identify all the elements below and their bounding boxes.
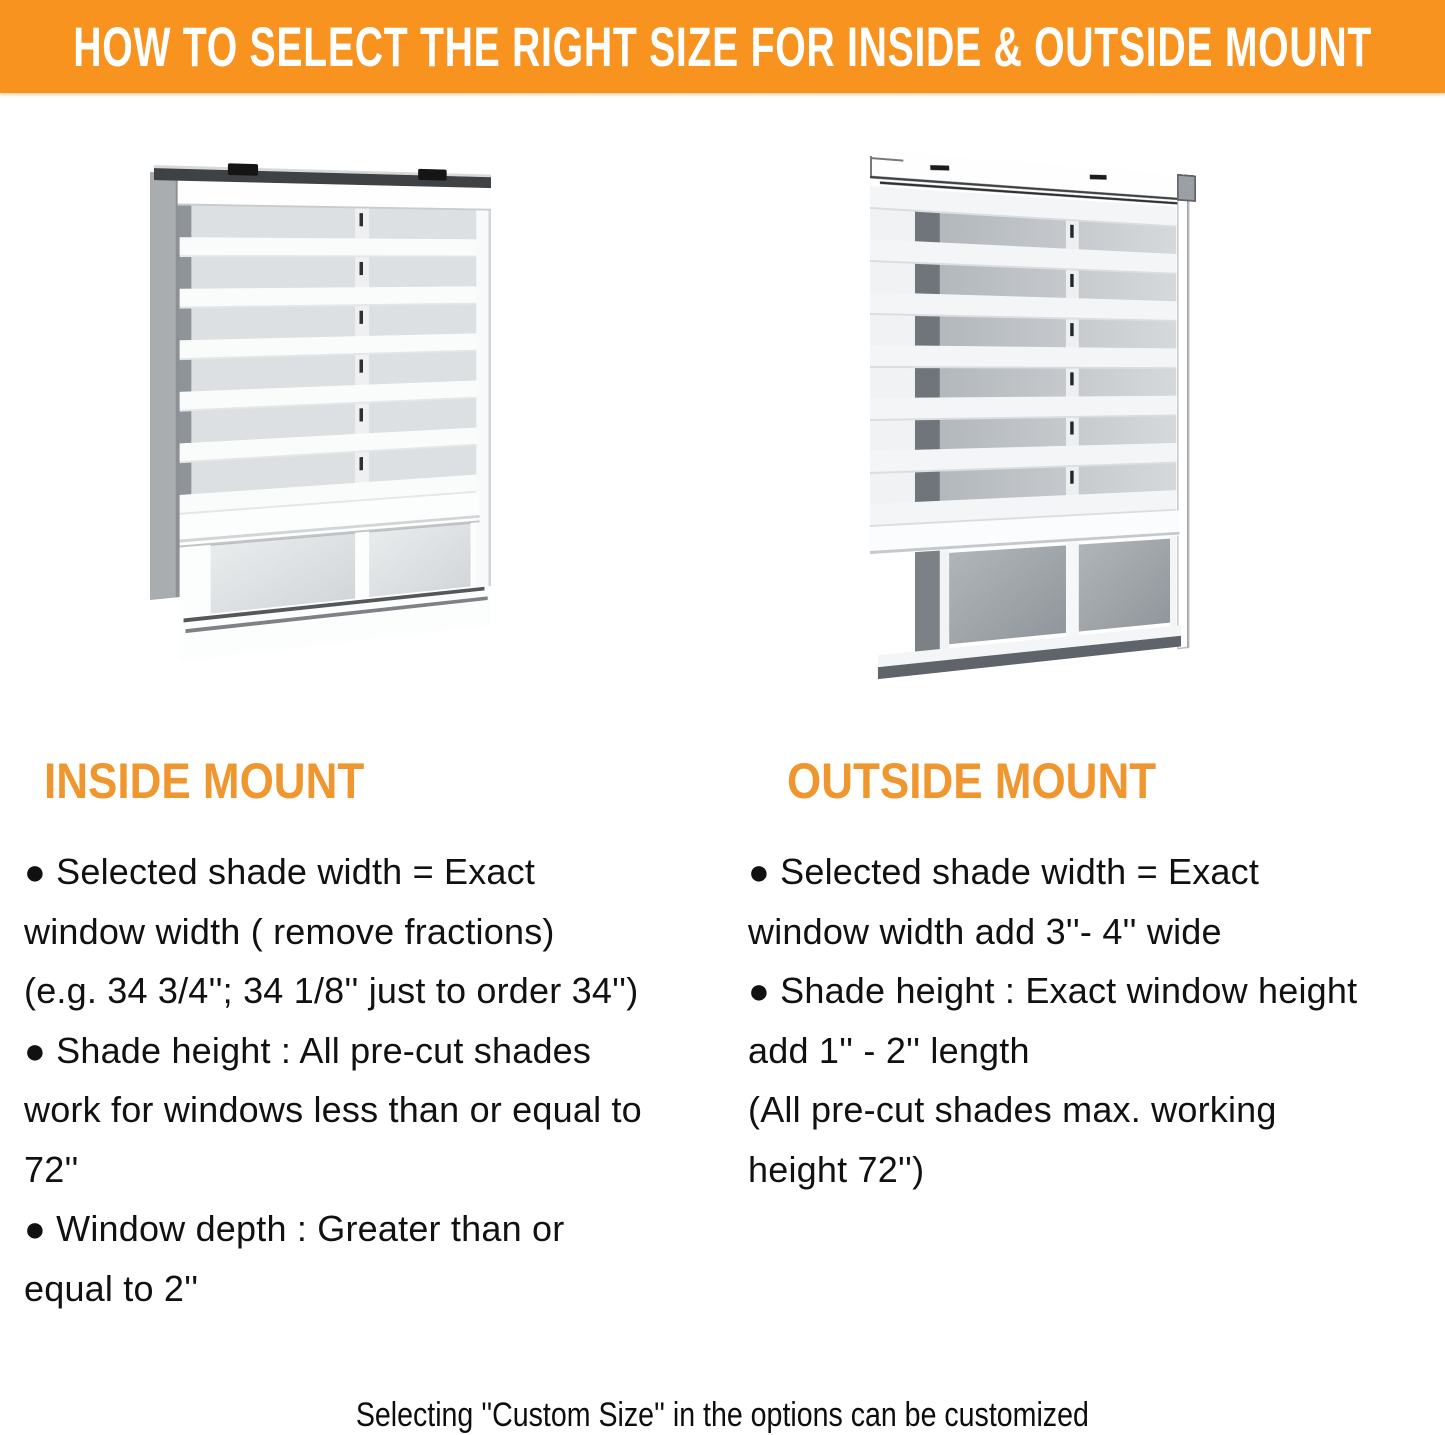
bullet-line: (e.g. 34 3/4''; 34 1/8'' just to order 34'') [24, 970, 639, 1011]
bullet-line: window width add 3''- 4'' wide [748, 910, 1222, 952]
bullet-line: ● Shade height : All pre-cut shades [24, 1029, 592, 1071]
inside-mount-instructions [24, 842, 642, 1318]
bullet-line: equal to 2'' [24, 1267, 199, 1309]
inside-mount-heading: INSIDE MOUNT [44, 753, 365, 809]
zebra-stripes [180, 205, 477, 514]
header-banner [0, 0, 1445, 93]
custom-size-note [0, 1396, 1445, 1435]
outside-mount-illustration [870, 150, 1240, 690]
inside-mount-window-graphic [150, 160, 491, 665]
inside-mount-illustration [150, 160, 530, 665]
bullet-line: ● Selected shade width = Exact [748, 851, 1260, 892]
bullet-line: 72'' [24, 1148, 79, 1190]
outside-mount-instructions [748, 842, 1357, 1199]
custom-size-note-text: Selecting ''Custom Size'' in the options can be customized [355, 1396, 1090, 1434]
header-title: HOW TO SELECT THE RIGHT SIZE FOR INSIDE & OUTSIDE MOUNT [73, 15, 1372, 78]
bullet-line: work for windows less than or equal to [24, 1089, 642, 1130]
bullet-line: height 72'') [748, 1148, 925, 1190]
bullet-line: add 1'' - 2'' length [748, 1029, 1030, 1071]
bullet-line: window width ( remove fractions) [24, 910, 555, 952]
zebra-stripes [870, 186, 1176, 527]
outside-mount-heading: OUTSIDE MOUNT [787, 753, 1157, 809]
bullet-line: (All pre-cut shades max. working [748, 1089, 1277, 1130]
bullet-line: ● Window depth : Greater than or [24, 1208, 565, 1249]
bullet-line: ● Selected shade width = Exact [24, 851, 536, 892]
bullet-line: ● Shade height : Exact window height [748, 970, 1358, 1011]
outside-mount-window-graphic [870, 150, 1195, 690]
